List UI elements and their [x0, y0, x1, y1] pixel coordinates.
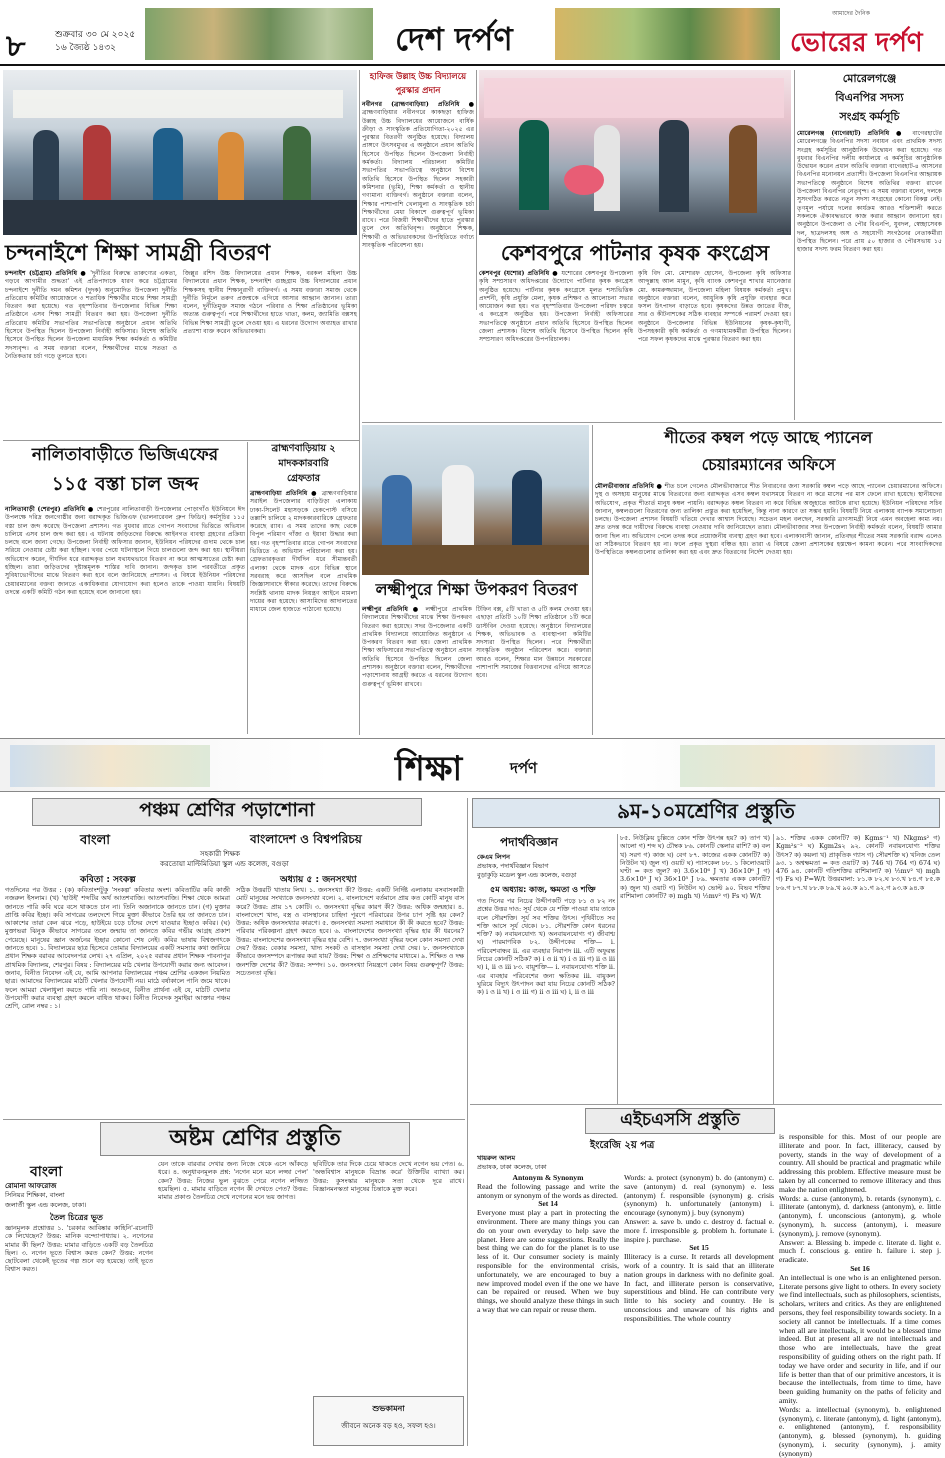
- hsc-col2: [624, 1174, 774, 1446]
- hsc-col1: [477, 1174, 619, 1446]
- headline-keshabpur: কেশবপুরে পাটনার কৃষক কংগ্রেস: [500, 241, 770, 265]
- story-sheeter-kombol: [595, 425, 942, 735]
- photo-chandanaish: [3, 70, 357, 235]
- set16-text: An intellectual is one who is an enlightened person. Literate persons give light to others. In every society we find intellectuals, such as philosophers, scientists, scholars, writers and critics. As they are enlightened persons, they feel responsibility towards society. In a society all cannot be intellectuals. If a time comes when all are intellectuals, it would be a blessed time indeed. But at present all are not intellectuals and those who are intellectuals, have the great responsibility of guiding others on the right path. If today we have order and security in life, and if our life is better than that of our primitive ancestors, it is because the intellectuals, from time to time, have been guiding humanity on the paths of felicity and amity.: [779, 1272, 941, 1405]
- hsc-col3: [779, 1132, 941, 1458]
- row-rule: [470, 1104, 942, 1105]
- hsc-subject: ইংরেজি ২য় পত্র: [590, 1140, 655, 1151]
- class910-teacher: কেএম লিপন: [477, 853, 510, 861]
- class5-subject-right: বাংলাদেশ ও বিশ্বপরিচয়: [250, 832, 362, 846]
- footer-text: জীবনে অনেক বড় হও, সফল হও।: [341, 1422, 436, 1430]
- paper-tag: আমাদের দৈনিক: [832, 10, 870, 17]
- class8-subject: বাংলা: [30, 1164, 63, 1180]
- class910-teacher-role: প্রভাষক, পদার্থবিজ্ঞান বিভাগ: [477, 863, 549, 870]
- masthead: [0, 0, 945, 66]
- class8-footer-box: [313, 1396, 464, 1446]
- story-body: নবীনগর (ব্রাহ্মণবাড়িয়া) প্রতিনিধি ● ব্রাহ্মণবাড়িয়ার নবীনগরে কাকছড়া হাফিজ উল্লাহ উচ্চ বিদ্যালয়ের আয়োজনে বার্ষিক ক্রীড়া ও সাংস্কৃতিক প্রতিযোগিতা-২০২৫ এর পুরস্কার বিতরণী অনুষ্ঠিত হয়েছে। বিদ্যালয় প্রাঙ্গণে উৎসবমুখর এ অনুষ্ঠানে প্রধান অতিথি হিসেবে উপস্থিত ছিলেন উপজেলা নির্বাহী কর্মকর্তা। বিদ্যালয় পরিচালনা কমিটির সভাপতির সভাপতিত্বে অনুষ্ঠানে বিশেষ অতিথি হিসেবে উপস্থিত ছিলেন সহকারী কমিশনার (ভূমি), শিক্ষা কর্মকর্তা ও স্থানীয় গণ্যমান্য ব্যক্তিবর্গ। অনুষ্ঠানে বক্তারা বলেন, শিক্ষার পাশাপাশি খেলাধুলা ও সাংস্কৃতিক চর্চা শিক্ষার্থীদের মেধা বিকাশে গুরুত্বপূর্ণ ভূমিকা রাখে। পরে বিজয়ী শিক্ষার্থীদের হাতে পুরস্কার তুলে দেন অতিথিবৃন্দ। অনুষ্ঠানে শিক্ষক, শিক্ষার্থী ও অভিভাবকদের উপস্থিতিতে বর্ণাঢ্য সাংস্কৃতিক পরিবেশনা হয়।: [362, 101, 474, 250]
- headline-line-2: বিএনপির সদস্য: [835, 91, 904, 104]
- class910-body-col2: ৮৫. নিউক্লিয় চুল্লিতে কোন শক্তি উৎপন্ন হয়? ক) তাপ খ) আলো গ) শব্দ ঘ) চৌম্বক ৮৬. কোনটি স্কেলার রাশি? ক) বল খ) সরণ গ) কাজ ঘ) বেগ ৮৭. কাজের একক কোনটি? ক) নিউটন খ) জুল গ) ওয়াট ঘ) প্যাসকেল ৮৮. ১ কিলোওয়াট ঘণ্টা = কত জুল? ক) 3.6×10⁶ J খ) 36×10⁶ J গ) 3.6×10⁵ J ঘ) 36×10⁵ J ৮৯. ক্ষমতার একক কোনটি? ক) জুল খ) ওয়াট গ) নিউটন ঘ) ভোল্ট ৯০. বিভব শক্তির রাশিমালা কোনটি? ক) mgh খ) ½mv² গ) Fs ঘ) W/t: [620, 834, 770, 901]
- class8-lesson: তৈল চিত্রের ভূত: [50, 1213, 103, 1222]
- hsc-banner: এইচএসসি প্রস্তুতি: [585, 1108, 775, 1134]
- set14-words: Words: a. protect (synonym) b. do (antonym) c. save (antonym) d. real (synonym) e. less (antonym) f. responsible (synonym) g. crisis (synonym) h. unfortunately (antonym) i. encourage (synonym) j. buy (synonym): [624, 1173, 774, 1218]
- column-rule: [592, 425, 593, 735]
- hsc-section: Antonym & Synonym: [512, 1173, 584, 1182]
- hsc-teacher-role: প্রভাষক, ঢাকা কলেজ, ঢাকা: [477, 1164, 547, 1171]
- page-number: ৮: [6, 29, 26, 64]
- class910-subject: পদার্থবিজ্ঞান: [500, 835, 558, 849]
- column-rule: [794, 70, 795, 420]
- headline-line-3: গ্রেফতার: [286, 473, 321, 484]
- headline-line-2: মাদককারবারি: [278, 458, 329, 469]
- column-rule: [467, 798, 468, 1446]
- story-body: ব্রাহ্মণবাড়িয়া প্রতিনিধি ● ব্রাহ্মণবাড়িয়ার সরাইল উপজেলার বাড়িউড়া এলাকায় ঢাকা-সিলেট মহাসড়কে চেকপোস্ট বসিয়ে তল্লাশি চালিয়ে ২ মাদককারবারিকে গ্রেফতার করেছে র‍্যাব। এ সময় তাদের কাছ থেকে বিপুল পরিমাণ গাঁজা ও ইয়াবা উদ্ধার করা হয়। গত বৃহস্পতিবার রাতে গোপন সংবাদের ভিত্তিতে এ অভিযান পরিচালনা করা হয়। গ্রেফতারকৃতরা দীর্ঘদিন ধরে সীমান্তবর্তী এলাকা থেকে মাদক এনে বিভিন্ন স্থানে সরবরাহ করে আসছিল বলে প্রাথমিক জিজ্ঞাসাবাদে স্বীকার করেছে। তাদের বিরুদ্ধে সংশ্লিষ্ট থানায় মাদক নিয়ন্ত্রণ আইনে মামলা দায়ের করা হয়েছে। আসামিদের আদালতের মাধ্যমে জেল হাজতে পাঠানো হয়েছে।: [250, 490, 358, 614]
- row-rule: [362, 422, 942, 423]
- column-rule: [617, 834, 618, 1104]
- headline: নালিতাবাড়ীতে ভিজিএফের: [31, 445, 219, 465]
- story-body: মোরেলগঞ্জ (বাগেরহাট) প্রতিনিধি ● বাগেরহাটের মোরেলগঞ্জে বিএনপির সদস্য নবায়ন এবং প্রাথমিক সদস্য সংগ্রহ কর্মসূচির আনুষ্ঠানিক উদ্বোধন করা হয়েছে। গত বুধবার বিএনপির দলীয় কার্যালয়ে এ কর্মসূচির আনুষ্ঠানিক উদ্বোধন করেন প্রধান অতিথি বক্তারা বাগেরহাট-৪ আসনের বিএনপির মনোনয়ন প্রত্যাশী। উপজেলা বিএনপির আহ্বায়ক সভাপতিত্বে অনুষ্ঠানে বিশেষ অতিথির বক্তব্য রাখেন উপজেলা বিএনপির নেতৃবৃন্দ। এ সময় বক্তারা বলেন, দলকে সুসংগঠিত করতে নতুন সদস্য সংগ্রহের কোনো বিকল্প নেই। তৃণমূল পর্যায়ে দলের কার্যক্রম আরও শক্তিশালী করতে সকলকে ঐক্যবদ্ধভাবে কাজ করার আহ্বান জানানো হয়। অনুষ্ঠানে উপজেলা ও পৌর বিএনপি, যুবদল, স্বেচ্ছাসেবক দল, ছাত্রদলসহ অঙ্গ ও সহযোগী সংগঠনের নেতাকর্মীরা উপস্থিত ছিলেন। পরে প্রায় ৫০ হাজার ও পৌরসভায় ১৫ হাজার সদস্য ফরম বিতরণ করা হয়।: [797, 130, 942, 254]
- class8-body-col2: যেন তাকে বারবার দেখার জন্য নিজে থেকে এসে আঁকড়ে ধরে। ৪. অনুধাবনমূলক প্রশ্ন: 'নগেন মনে মনে লজ্জা পেল' কেন? উত্তর: নিজের ভুল বুঝতে পেরে নগেন লজ্জিত হয়েছিল। ৫. মামার বাড়িতে নগেন কী দেখতে পেত? উত্তর: মামার প্রকাণ্ড তৈলচিত্র দেখে নগেনের মনে ভয় জাগত।: [158, 1160, 308, 1202]
- masthead-rule: [0, 64, 945, 66]
- banner-title: শিক্ষা: [395, 749, 463, 789]
- headline: শীতের কম্বল পড়ে আছে প্যানেল: [664, 428, 873, 447]
- class8-body-col3: ছবিটিকে তার দিকে চেয়ে থাকতে দেখে নগেন ভয় পেত। ৬. 'অন্ধবিশ্বাস মানুষকে বিভ্রান্ত করে' উক্তিটির ব্যাখ্যা কর। উত্তর: কুসংস্কার মানুষকে সত্য থেকে দূরে রাখে। বিজ্ঞানমনস্কতা মানুষের চিন্তাকে মুক্ত করে।: [313, 1160, 464, 1193]
- class5-teacher: সহকারী শিক্ষক: [200, 850, 241, 858]
- section-title: দেশ দর্পণ: [395, 20, 513, 58]
- banner-illustration-right: [680, 745, 935, 787]
- set15-answer: Answer: a. Blessing b. impede c. literate d. light e. much f. conscious g. entire h. failure i. step j. eradicate.: [779, 1237, 941, 1265]
- set15-text: Illiteracy is a curse. It retards all development work of a country. It is said that an illiterate nation groups in darkness with no definite goal. In fact, and illiterate person is conservative, superstitious and blind. He can contribute very little to his society and country. He is unconscious and unaware of his rights and responsibilities. The whole country: [624, 1252, 774, 1323]
- class5-school: করতোয়া মাল্টিমিডিয়া স্কুল এন্ড কলেজ, বগুড়া: [160, 860, 289, 868]
- column-rule: [476, 70, 477, 310]
- story-body: মৌলভীবাজার প্রতিনিধি ● শীত চলে গেলেও মৌলভীবাজারে শীত নিবারণের জন্য সরকারি কম্বল পড়ে আছে প্যানেল চেয়ারম্যানের অফিসে। দুস্থ ও অসহায় মানুষের মাঝে বিতরণের জন্য বরাদ্দকৃত এসব কম্বল যথাসময়ে বিতরণ না করে মাসের পর মাস ফেলে রাখা হয়েছে। স্থানীয়দের অভিযোগ, প্রকৃত শীতার্ত মানুষ কম্বল পায়নি। বরাদ্দকৃত কম্বল বিতরণ না করে বিভিন্ন অজুহাতে আটকে রাখা হয়েছে। ইউনিয়ন পরিষদের সচিব জানান, কম্বলগুলো বিতরণের জন্য তালিকা প্রস্তুত করা হয়েছিল, কিন্তু নানা কারণে তা সম্ভব হয়নি। বিষয়টি নিয়ে এলাকায় ব্যাপক সমালোচনা চলছে। উপজেলা প্রশাসন বিষয়টি খতিয়ে দেখার আশ্বাস দিয়েছে। সচেতন মহল বলছেন, সরকারি ত্রাণসামগ্রী নিয়ে এমন অবহেলা কাম্য নয়। দ্রুত তদন্ত করে দায়ীদের বিরুদ্ধে ব্যবস্থা নেওয়ার দাবি জানিয়েছেন তারা। মৌলভীবাজার সদর উপজেলা নির্বাহী কর্মকর্তা বলেন, বিষয়টি আমার জানা ছিল না। অভিযোগ পেলে তদন্ত করে প্রয়োজনীয় ব্যবস্থা গ্রহণ করা হবে। এলাকাবাসী জানান, প্রতিবছর শীতের সময় সরকারি বরাদ্দ এলেও তা সঠিকভাবে বিতরণ হয় না। ফলে প্রকৃত দুস্থরা বঞ্চিত হয়। তারা এ বিষয়ে জেলা প্রশাসকের হস্তক্ষেপ কামনা করেন। পরে সাংবাদিকদের উপস্থিতিতে কম্বলগুলোর তালিকা করা হয় এবং দ্রুত বিতরণের নির্দেশ দেওয়া হয়।: [595, 483, 942, 557]
- set14-title: Set 14: [538, 1199, 558, 1209]
- paper-name-logo: ভোরের দর্পণ: [790, 28, 923, 58]
- headline-lakshmipur: লক্ষ্মীপুরে শিক্ষা উপকরণ বিতরণ: [375, 580, 578, 599]
- headline-line-2: চেয়ারম্যানের অফিসে: [701, 455, 836, 474]
- class5-body-left: গতদিনের পর উত্তর : (ক) কবিতাংশটুকু 'সংকল্প' কবিতার অংশ। কবিতাটির কবি কাজী নজরুল ইসলাম। (খ) 'হাউই' শব্দটির অর্থ আতশবাজি। আতশবাজি। শিক্ষা থেকে আমরা জানতে পারি কবি ঘরে বসে থাকতে চান না। তিনি অজানাকে জানতে চান। (গ) মুক্তার প্রাপ্তি কবির ইচ্ছা। কবি সাগরের তলদেশে গিয়ে মুক্তা কীভাবে তৈরি হয় তা জানতে চান। আকাশের তারা কেন ঝরে পড়ে, হাউইয়ে চড়ে চাঁদের দেশে যাওয়ার ইচ্ছাও কবির। (ঘ) মুক্তাভরা ঝিনুক কীভাবে সাগরের তলে জন্মায় তা জানতে কবির গভীর আগ্রহ প্রকাশ পেয়েছে। মানুষের জ্ঞান অর্জনের ইচ্ছার কোনো শেষ নেই। কবির ভাষায় বিশ্বজগৎকে জানতে হবে। ১. বিদ্যালয়ের ছাত্র হিসেবে তোমার বিদ্যালয়ের একটি সমস্যার কথা জানিয়ে প্রধান শিক্ষক বরাবর আবেদনপত্র লেখ। ২৭ এপ্রিল, ২০২৫ বরাবর প্রধান শিক্ষক পাবনাপুর প্রাথমিক বিদ্যালয়, শেরপুর। বিষয় : বিদ্যালয়ের মাঠ খেলার উপযোগী করার জন্য আবেদন। জনাব, বিনীত নিবেদন এই যে, আমি আপনার বিদ্যালয়ের পঞ্চম শ্রেণির একজন নিয়মিত ছাত্র। আমাদের বিদ্যালয়ের মাঠটি খেলার উপযোগী নয়। মাঠে বর্ষাকালে পানি জমে থাকে। ফলে আমরা খেলাধুলা করতে পারি না। অতএব, বিনীত প্রার্থনা এই যে, মাঠটি খেলার উপযোগী করার ব্যবস্থা গ্রহণ করলে বাধিত থাকব। বিনীত নিবেদক সুমাইয়া আক্তার পঞ্চম শ্রেণি, রোল নম্বর : ১।: [5, 886, 230, 1011]
- class8-banner: অষ্টম শ্রেণির প্রস্তুতি: [100, 1122, 410, 1156]
- story-body: নালিতাবাড়ী (শেরপুর) প্রতিনিধি ● শেরপুরের নালিতাবাড়ী উপজেলার পোড়াগাঁও ইউনিয়নে ঈদ উপলক্ষে দরিদ্র জনগোষ্ঠীর জন্য বরাদ্দকৃত ভিজিএফ (ভালনারেবল গ্রুপ ফিডিং) কর্মসূচির ১১৫ বস্তা চাল জব্দ করেছে উপজেলা প্রশাসন। গত বুধবার রাতে গোপন সংবাদের ভিত্তিতে অভিযান চালিয়ে এসব চাল জব্দ করা হয়। এ ঘটনায় জড়িতদের বিরুদ্ধে আইনগত ব্যবস্থা গ্রহণের প্রক্রিয়া চলছে বলে জানা গেছে। উপজেলা নির্বাহী অফিসার জানান, ইউনিয়ন পরিষদের গুদাম থেকে চাল সরিয়ে নেওয়ার চেষ্টা করা হচ্ছিল। খবর পেয়ে ঘটনাস্থলে গিয়ে চালগুলো জব্দ করা হয়। স্থানীয়রা অভিযোগ করেন, দীর্ঘদিন ধরে বরাদ্দকৃত চাল যথাযথভাবে বিতরণ না করে আত্মসাতের চেষ্টা করা হচ্ছিল। তারা জড়িতদের দৃষ্টান্তমূলক শাস্তির দাবি জানান। জব্দকৃত চাল পরবর্তীতে প্রকৃত সুবিধাভোগীদের মাঝে বিতরণ করা হবে বলে জানিয়েছে প্রশাসন। এ বিষয়ে ইউনিয়ন পরিষদের চেয়ারম্যানের বক্তব্য জানতে একাধিকবার যোগাযোগ করা হলেও তাকে পাওয়া যায়নি। বিষয়টি তদন্তে একটি কমিটি গঠন করা হয়েছে বলে জানানো হয়।: [5, 506, 246, 596]
- set14-text: Everyone must play a part in protecting the environment. There are many things you can do on your own everyday to help save the planet. Here are some suggestions. Really the best thing we can do for the planet is to use less of it. Our consumer society is mainly responsible for the environmental crisis, unfortunately, we are encouraged to buy a new improved model even if the one we have can be repaired or reused. When we buy things, we should analyze these things in such a way that we can repair or reuse them.: [477, 1208, 619, 1314]
- class910-body-col1: গত দিনের পর নিচের উদ্দীপকটি পড়ে ৮১ ও ৮২ নং প্রশ্নের উত্তর দাও: সূর্য থেকে যে শক্তি পাওয়া যায় তাকে বলে সৌরশক্তি। সূর্য সব শক্তির উৎস। পৃথিবীতে সব শক্তি আসে সূর্য থেকে। ৮১. সৌরশক্তি কোন ধরনের শক্তি? ক) নবায়নযোগ্য খ) অনবায়নযোগ্য গ) জীবাশ্ম ঘ) পারমাণবিক ৮২. উদ্দীপকের শক্তি— i. পরিবেশবান্ধব ii. এর ব্যবহার নিরাপদ iii. এটি অফুরন্ত নিচের কোনটি সঠিক? ক) i ও ii খ) i ও iii গ) ii ও iii ঘ) i, ii ও iii ৮৩. বায়ুশক্তি— i. নবায়নযোগ্য শক্তি ii. এর ব্যবহার পরিবেশের জন্য ক্ষতিকর iii. বায়ুকল ঘুরিয়ে বিদ্যুৎ উৎপাদন করা যায় নিচের কোনটি সঠিক? ক) i ও ii খ) i ও iii গ) ii ও iii ঘ) i, ii ও iii: [477, 897, 615, 997]
- story-morelganj: [797, 70, 942, 470]
- class8-teacher-role: সিনিয়র শিক্ষিকা, বাংলা: [5, 1191, 65, 1199]
- row-rule: [3, 1119, 465, 1120]
- column-rule: [773, 834, 774, 1104]
- class5-subject-left: বাংলা: [80, 833, 111, 848]
- shikkha-darpan-banner: [0, 738, 945, 792]
- column-rule: [359, 70, 360, 735]
- banner-subtitle: দর্পণ: [510, 759, 538, 777]
- footer-title: শুভকামনা: [372, 1404, 405, 1413]
- set16-words: Words: a. intellectual (synonym), b. enlightened (synonym), c. literate (antonym), d. light (antonym), e. enlightened (antonym), f. responsibility (antonym), g. blessed (synonym), h. guiding (synonym), i. security (synonym), j. amity (synonym): [779, 1404, 941, 1458]
- headline: হাফিজ উল্লাহ উচ্চ বিদ্যালয়ে: [369, 72, 467, 82]
- headline: ব্রাহ্মণবাড়িয়ায় ২: [271, 443, 336, 454]
- headline-line-3: সংগ্রহ কর্মসূচি: [839, 110, 900, 123]
- story-lakshmipur-col2: টিফিন বক্স, ৫টি খাতা ও ৫টি কলম দেওয়া হয়। এছাড়া প্রতিটি ১০টি শিক্ষা প্রতিষ্ঠানে ১টি করে ডাস্টবিন দেওয়া হয়েছে। অনুষ্ঠানে বিদ্যালয়ের শিক্ষক, অভিভাবক ও ব্যবস্থাপনা কমিটির সদস্যরা উপস্থিত ছিলেন। পরে শিক্ষার্থীরা সাংস্কৃতিক অনুষ্ঠান পরিবেশন করে। বক্তারা আরও বলেন, শিক্ষার মান উন্নয়নে সরকারের পাশাপাশি সমাজের বিত্তবানদের এগিয়ে আসতে হবে।: [476, 606, 591, 680]
- story-brahmanbaria: [250, 442, 357, 734]
- class5-banner: পঞ্চম শ্রেণির পড়াশোনা: [32, 798, 422, 826]
- class910-banner: ৯ম-১০মশ্রেণির প্রস্তুতি: [472, 798, 940, 828]
- story-nalitabari: [5, 442, 245, 734]
- set15-title: Set 15: [689, 1243, 709, 1253]
- story-chandanaish-col1: চন্দনাইশ (চট্টগ্রাম) প্রতিনিধি ● 'দুর্নীতির বিরুদ্ধে তারুণ্যের একতা, গড়বে আগামীর শুদ্ধতা' এই প্রতিপাদ্যকে ধারণ করে চট্টগ্রামের চন্দনাইশে দুর্নীতি দমন কমিশন (দুদক) অনুমোদিত উপজেলা দুর্নীতি প্রতিরোধ কমিটির আয়োজনে ৩ শতাধিক শিক্ষার্থীর মাঝে শিক্ষা সামগ্রী বিতরণ করা হয়েছে। গত বৃহস্পতিবার উপজেলার বিভিন্ন শিক্ষা প্রতিষ্ঠানে এসব শিক্ষা সামগ্রী বিতরণ করা হয়। উপজেলা দুর্নীতি প্রতিরোধ কমিটির সভাপতির সভাপতিত্বে অনুষ্ঠানে প্রধান অতিথি হিসেবে উপস্থিত ছিলেন উপজেলা নির্বাহী অফিসার। বিশেষ অতিথি হিসেবে উপস্থিত ছিলেন উপজেলা মাধ্যমিক শিক্ষা কর্মকর্তা ও কমিটির সদস্যবৃন্দ। এ সময় বক্তারা বলেন, শিক্ষার্থীদের মাঝে সততা ও নৈতিকতার চর্চা গড়ে তুলতে হবে।: [5, 270, 177, 360]
- column-rule: [247, 442, 248, 734]
- row-rule: [3, 440, 359, 441]
- story-school-prize: [362, 70, 474, 308]
- photo-lakshmipur: [362, 425, 589, 575]
- class910-teacher-school: বুড়াকুড়ি মডেল স্কুল এন্ড কলেজ, বগুড়া: [477, 872, 577, 879]
- date-line-1: শুক্রবার ৩০ মে ২০২৫: [55, 30, 136, 40]
- date-line-2: ১৬ জ্যৈষ্ঠ ১৪৩২: [55, 43, 116, 53]
- class5-chapter: অধ্যায় ৫ : জনসংখ্যা: [280, 875, 357, 885]
- class910-body-col3: ৯১. শক্তির একক কোনটি? ক) Kgms⁻¹ খ) Nkgms² গ) Kgm²s⁻² ঘ) Kgm2s২ ৯২. কোনটি নবায়নযোগ্য শক্তির উৎস? ক) কয়লা খ) প্রাকৃতিক গ্যাস গ) সৌরশক্তি ঘ) খনিজ তেল ৯৩. ১ অশ্বক্ষমতা = কত ওয়াট? ক) 746 খ) 764 গ) 674 ঘ) 476 ৯৪. কোনটি গতিশক্তির রাশিমালা? ক) ½mv² খ) mgh গ) Fs ঘ) P=W/t উত্তরমালা: ৮১.ক ৮২.ঘ ৮৩.খ ৮৪.গ ৮৫.ক ৮৬.গ ৮৭.খ ৮৮.ক ৮৯.খ ৯০.ক ৯১.গ ৯২.গ ৯৩.ক ৯৪.ক: [776, 834, 940, 892]
- class8-body-col1: জ্ঞানমূলক প্রশ্নোত্তর ১. 'চরকার আবিষ্কার কাহিনি'-রচনাটি কে লিখেছেন? উত্তর: মানিক বন্দ্যোপাধ্যায়। ২. নগেনের মামার কী ছিল? উত্তর: মামার বাড়িতে একটি বড় তৈলচিত্র ছিল। ৩. নগেন ভূতে বিশ্বাস করত কেন? উত্তর: নগেন ছোটবেলা থেকেই ভূতের গল্প শুনে বড় হয়েছে। তাই ভূতে বিশ্বাস করত।: [5, 1224, 153, 1274]
- headline: মোরেলগঞ্জে: [842, 72, 897, 85]
- story-keshabpur-col1: কেশবপুর (যশোর) প্রতিনিধি ● যশোরের কেশবপুর উপজেলা কৃষি সম্প্রসারণ অধিদপ্তরের উদ্যোগে পার্টনার কৃষক কংগ্রেস অনুষ্ঠিত হয়েছে। পার্টনার কৃষক কংগ্রেসে মূলত শস্যভিত্তিক প্রদর্শনী, কৃষি প্রযুক্তি মেলা, কৃষক প্রশিক্ষণ ও আলোচনা সভার আয়োজন করা হয়। গত বৃহস্পতিবার উপজেলা পরিষদ চত্বরে এ কংগ্রেস অনুষ্ঠিত হয়। উপজেলা নির্বাহী অফিসারের সভাপতিত্বে অনুষ্ঠানে প্রধান অতিথি হিসেবে উপস্থিত ছিলেন জেলা প্রশাসক। বিশেষ অতিথি হিসেবে উপস্থিত ছিলেন কৃষি সম্প্রসারণ অধিদপ্তরের উপপরিচালক।: [479, 270, 634, 344]
- hsc-instruction: Read the following passage and write the antonym or synonym of the words as directed.: [477, 1181, 619, 1200]
- set15-cont: is responsible for this. Most of our people are illiterate and poor. In fact, illiteracy, caused by poverty, stands in the way of development of a country. All should be practical and pragmatic while addressing this problem. Effective measure must be taken by all concerned to remove illiteracy and thus make the nation enlightened.: [779, 1132, 941, 1194]
- hsc-teacher: খায়রুল আলম: [477, 1154, 516, 1162]
- set16-title: Set 16: [850, 1263, 870, 1273]
- class8-teacher-school: জলার্তী স্কুল এন্ড কলেজ, ঢাকা।: [5, 1201, 87, 1209]
- class5-body-right: সঠিক উত্তরটি খাতায় লিখ। ১. জনসংখ্যা কী? উত্তর: একটি নির্দিষ্ট এলাকায় বসবাসকারী মোট মানুষের সংখ্যাকে জনসংখ্যা বলে। ২. বাংলাদেশে বর্তমানে প্রায় কত কোটি মানুষ বাস করে? উত্তর: প্রায় ১৭ কোটি। ৩. জনসংখ্যা বৃদ্ধির কারণ কী? উত্তর: অধিক জন্মহার। ৪. বাংলাদেশে খাদ্য, বস্ত্র ও বাসস্থানের চাহিদা পূরণে পরিবারের উপর চাপ সৃষ্টি হয় কেন? উত্তর: অধিক জনসংখ্যার কারণে। ৫. জনসংখ্যা সমস্যা সমাধানে কী কী করতে হবে? উত্তর: পরিবার পরিকল্পনা গ্রহণ করতে হবে। ৬. বাংলাদেশের জনসংখ্যা বৃদ্ধির হার কী ধরনের? উত্তর: বাংলাদেশের জনসংখ্যা বৃদ্ধির হার বেশি। ৭. জনসংখ্যা বৃদ্ধির ফলে কোন সমস্যা দেখা দেয়? উত্তর: বেকার সমস্যা, খাদ্য সংকট ও বাসস্থান সমস্যা দেখা দেয়। ৮. জনসংখ্যাকে কীভাবে জনসম্পদে রূপান্তর করা যায়? উত্তর: শিক্ষা ও প্রশিক্ষণের মাধ্যমে। ৯. শিক্ষিত ও দক্ষ জনশক্তি দেশের কী? উত্তর: সম্পদ। ১০. জনসংখ্যা নিয়ন্ত্রণে কোন বিষয় গুরুত্বপূর্ণ? উত্তর: সচেতনতা বৃদ্ধি।: [236, 886, 464, 977]
- set14-answer: Answer: a. save b. undo c. destroy d. factual e. more f. irresponsible g. problem h. fortunate i. inspire j. purchase.: [624, 1216, 774, 1244]
- class5-poem: কবিতা : সংকল্প: [80, 875, 136, 885]
- banner-illustration-left: [10, 745, 210, 787]
- story-chandanaish-col2: জিল্লুর রশিদ উচ্চ বিদ্যালয়ের প্রধান শিক্ষক, বরকল মহিলা উচ্চ বিদ্যালয়ের প্রধান শিক্ষক, চন্দনাইশ গুচ্ছগ্রাম উচ্চ বিদ্যালয়ের প্রধান শিক্ষকসহ স্থানীয় শিক্ষানুরাগী ব্যক্তিবর্গ। এ সময় বক্তারা সমাজ থেকে দুর্নীতি নির্মূলে তরুণ প্রজন্মকে এগিয়ে আসার আহ্বান জানান। তারা বলেন, দুর্নীতিমুক্ত সমাজ গঠনে পরিবার ও শিক্ষা প্রতিষ্ঠানের ভূমিকা অত্যন্ত গুরুত্বপূর্ণ। পরে শিক্ষার্থীদের হাতে খাতা, কলম, জ্যামিতি বক্সসহ বিভিন্ন শিক্ষা সামগ্রী তুলে দেওয়া হয়। এ ধরনের উদ্যোগ অব্যাহত রাখার প্রত্যাশা ব্যক্ত করেন অভিভাবকরা।: [183, 270, 357, 336]
- headline-line-2: পুরস্কার প্রদান: [395, 86, 441, 96]
- story-keshabpur-col2: কৃষি বিদ মো. মোশারফ হোসেন, উপজেলা কৃষি অফিসার আব্দুল্লাহ আল মামুন, কৃষি ব্যাংক কেশবপুর শাখার ম্যানেজার মো. কামরুজ্জামান, উপজেলা মহিলা বিষয়ক কর্মকর্তা প্রমুখ। অনুষ্ঠানে বক্তারা বলেন, আধুনিক কৃষি প্রযুক্তি ব্যবহার করে ফসল উৎপাদন বাড়াতে হবে। কৃষকদের উন্নত জাতের বীজ, সার ও কীটনাশকের সঠিক ব্যবহার সম্পর্কে পরামর্শ দেওয়া হয়। অনুষ্ঠানে উপজেলার বিভিন্ন ইউনিয়নের কৃষক-কৃষাণী, উপসহকারী কৃষি কর্মকর্তা ও গণমাধ্যমকর্মীরা উপস্থিত ছিলেন। পরে সফল কৃষকদের মাঝে পুরস্কার বিতরণ করা হয়।: [638, 270, 791, 344]
- class910-chapter: ৫ম অধ্যায়: কাজ, ক্ষমতা ও শক্তি: [490, 885, 596, 894]
- headline-line-2: ১১৫ বস্তা চাল জব্দ: [51, 473, 199, 495]
- class8-teacher: রোমানা আফরোজ: [5, 1182, 57, 1190]
- headline-chandanaish: চন্দনাইশে শিক্ষা সামগ্রী বিতরণ: [5, 241, 271, 266]
- photo-keshabpur: [479, 70, 791, 235]
- set15-words: Words: a. curse (antonym), b. retards (synonym), c. illiterate (antonym), d. darkness (antonym), e. little (antonym), f. unconscious (antonym), g. whole (synonym), h. success (antonym), i. measure (synonym), j. remove (synonym).: [779, 1193, 941, 1238]
- masthead-photo-strip-left: [145, 8, 373, 60]
- masthead-photo-strip-right: [555, 8, 780, 60]
- story-lakshmipur-col1: লক্ষ্মীপুর প্রতিনিধি ● লক্ষ্মীপুরে প্রাথমিক বিদ্যালয়ের শিক্ষার্থীদের মাঝে শিক্ষা উপকরণ বিতরণ করা হয়েছে। সদর উপজেলার একটি প্রাথমিক বিদ্যালয়ে আয়োজিত অনুষ্ঠানে এ উপকরণ বিতরণ করা হয়। জেলা প্রাথমিক শিক্ষা অফিসারের সভাপতিত্বে অনুষ্ঠানে প্রধান অতিথি হিসেবে উপস্থিত ছিলেন জেলা প্রশাসক। অনুষ্ঠানে বক্তারা বলেন, শিক্ষার্থীদের পড়াশোনায় আগ্রহী করতে এ ধরনের উদ্যোগ গুরুত্বপূর্ণ ভূমিকা রাখবে।: [362, 606, 472, 688]
